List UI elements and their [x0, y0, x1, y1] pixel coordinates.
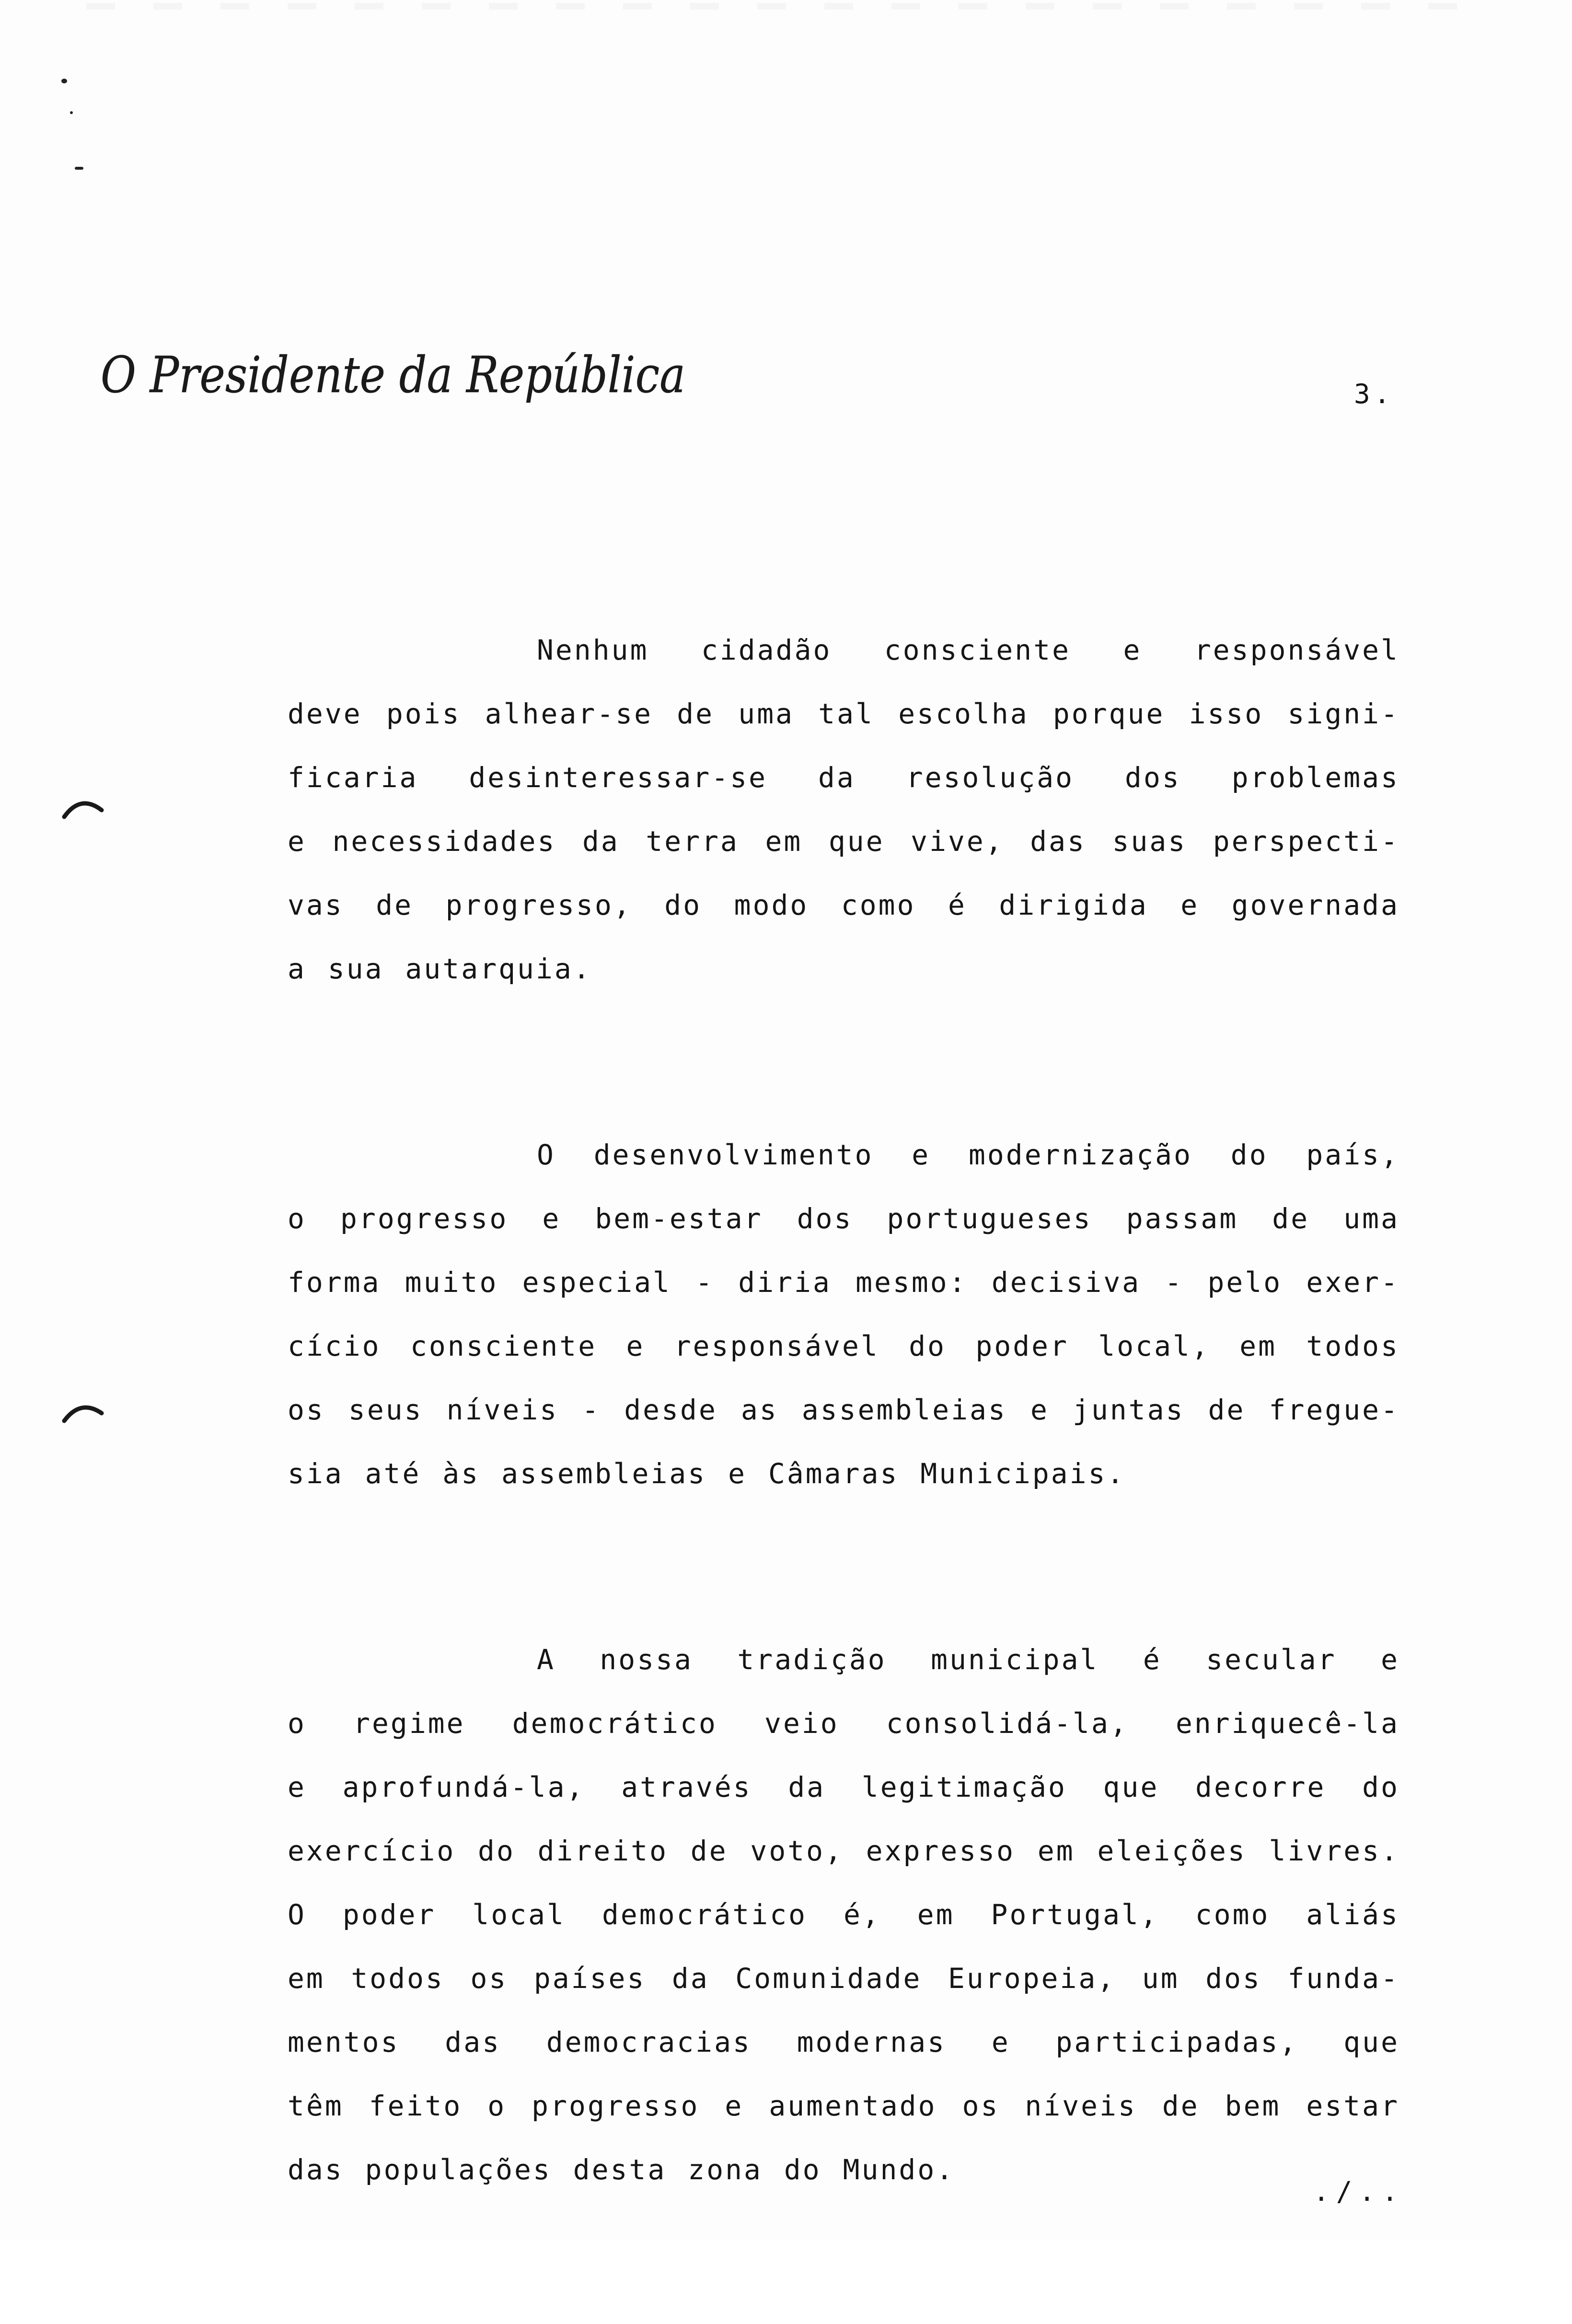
- continuation-mark: ./..: [1313, 2176, 1405, 2208]
- text-line: e aprofundá-la, através da legitimação que decorre do: [288, 1771, 1399, 1803]
- text-line: vas de progresso, do modo como é dirigida e governada: [288, 889, 1399, 921]
- text-line: o regime democrático veio consolidá-la, enriquecê-la: [288, 1707, 1399, 1740]
- scan-speck: [70, 111, 73, 114]
- text-line: A nossa tradição municipal é secular e: [537, 1643, 1399, 1676]
- text-line: e necessidades da terra em que vive, das suas perspecti-: [288, 825, 1399, 858]
- letterhead-logo: [96, 336, 695, 412]
- paragraph-2: [288, 1123, 1399, 1506]
- text-line: Nenhum cidadão consciente e responsável: [537, 634, 1399, 666]
- text-line: os seus níveis - desde as assembleias e juntas de fregue-: [288, 1394, 1399, 1426]
- text-line: ficaria desinteressar-se da resolução dos problemas: [288, 761, 1399, 794]
- text-line: têm feito o progresso e aumentado os níveis de bem estar: [288, 2090, 1399, 2122]
- paragraph-3: [288, 1628, 1399, 2202]
- punch-hole-mark: [61, 796, 104, 820]
- svg-text:O Presidente da República: O Presidente da República: [101, 346, 685, 404]
- text-line: das populações desta zona do Mundo.: [288, 2153, 955, 2186]
- punch-hole-mark: [61, 1400, 104, 1424]
- text-line: O desenvolvimento e modernização do país,: [537, 1139, 1399, 1171]
- text-line: a sua autarquia.: [288, 953, 592, 985]
- scan-speck: [61, 79, 67, 83]
- text-line: exercício do direito de voto, expresso em eleições livres.: [288, 1835, 1399, 1867]
- text-line: em todos os países da Comunidade Europeia, um dos funda-: [288, 1962, 1399, 1995]
- scan-noise: [86, 3, 1476, 10]
- text-line: o progresso e bem-estar dos portugueses passam de uma: [288, 1202, 1399, 1235]
- letter-body: [288, 618, 1399, 2324]
- text-line: forma muito especial - diria mesmo: decisiva - pelo exer-: [288, 1266, 1399, 1299]
- text-line: mentos das democracias modernas e participadas, que: [288, 2026, 1399, 2058]
- paragraph-1: [288, 618, 1399, 1001]
- scan-speck: [75, 167, 83, 170]
- letterhead-script-image: [96, 336, 695, 412]
- text-line: O poder local democrático é, em Portugal, como aliás: [288, 1898, 1399, 1931]
- text-line: sia até às assembleias e Câmaras Municipais.: [288, 1457, 1126, 1490]
- page-number: 3.: [1354, 379, 1394, 410]
- text-line: cício consciente e responsável do poder local, em todos: [288, 1330, 1399, 1362]
- text-line: deve pois alhear-se de uma tal escolha porque isso signi-: [288, 697, 1399, 730]
